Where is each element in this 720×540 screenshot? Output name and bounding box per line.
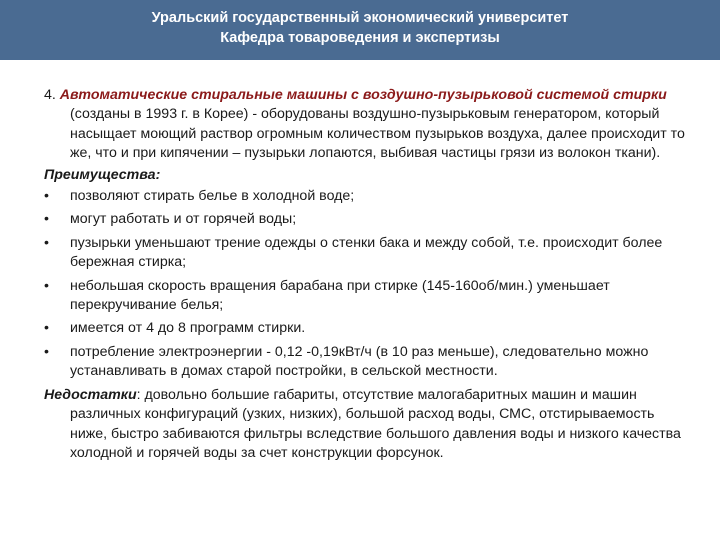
bullet-icon: • [44,320,49,337]
bullet-icon: • [44,211,49,228]
advantage-text: позволяют стирать белье в холодной воде; [70,188,355,205]
disadvantages-heading: Недостатки [44,386,137,403]
advantage-item [44,234,694,273]
advantage-text: пузырьки уменьшают трение одежды о стенки бака и между собой, т.е. происходит более бережная стирка; [70,234,663,271]
department-title: Кафедра товароведения и экспертизы [220,30,500,46]
advantages-list [44,187,694,382]
advantage-text: небольшая скорость вращения барабана при стирке (145-160об/мин.) уменьшает перекручивание белья; [70,277,610,314]
university-title: Уральский государственный экономический университет [151,10,569,26]
advantage-item [44,187,694,206]
disadvantages-text: : довольно большие габариты, отсутствие малогабаритных машин и машин различных конфигураций (узких, низких), большой расход воды, СМС, отстирываемость ниже, быстро забиваются фильтры вследствие большого давления воды и низкого качества холодной и горячей воды за счет конструкции форсунок. [70,386,681,461]
intro-number: 4. [44,87,60,103]
advantage-item [44,319,694,338]
advantage-item [44,343,694,382]
bullet-icon: • [44,277,49,294]
advantage-item [44,210,694,229]
advantage-text: могут работать и от горячей воды; [70,211,297,228]
bullet-icon: • [44,234,49,251]
advantage-text: имеется от 4 до 8 программ стирки. [70,320,306,337]
intro-title: Автоматические стиральные машины с воздушно-пузырьковой системой стирки [59,87,667,103]
disadvantages-paragraph [44,386,694,464]
bullet-icon: • [44,188,49,205]
advantage-text: потребление электроэнергии - 0,12 -0,19кВт/ч (в 10 раз меньше), следовательно можно устанавливать в домах старой постройки, в сельской местности. [70,343,649,380]
intro-paragraph [44,86,694,164]
slide-header [0,0,720,60]
intro-text: (созданы в 1993 г. в Корее) - оборудованы воздушно-пузырьковым генератором, который насыщает моющий раствор огромным количеством пузырьков воздуха, далее происходит то же, что и при кипячении – пузырьки лопаются, выбивая частицы грязи из волокон ткани). [70,106,685,162]
advantage-item [44,277,694,316]
slide-content [44,86,694,465]
bullet-icon: • [44,343,49,360]
advantages-heading: Преимущества: [44,166,161,183]
